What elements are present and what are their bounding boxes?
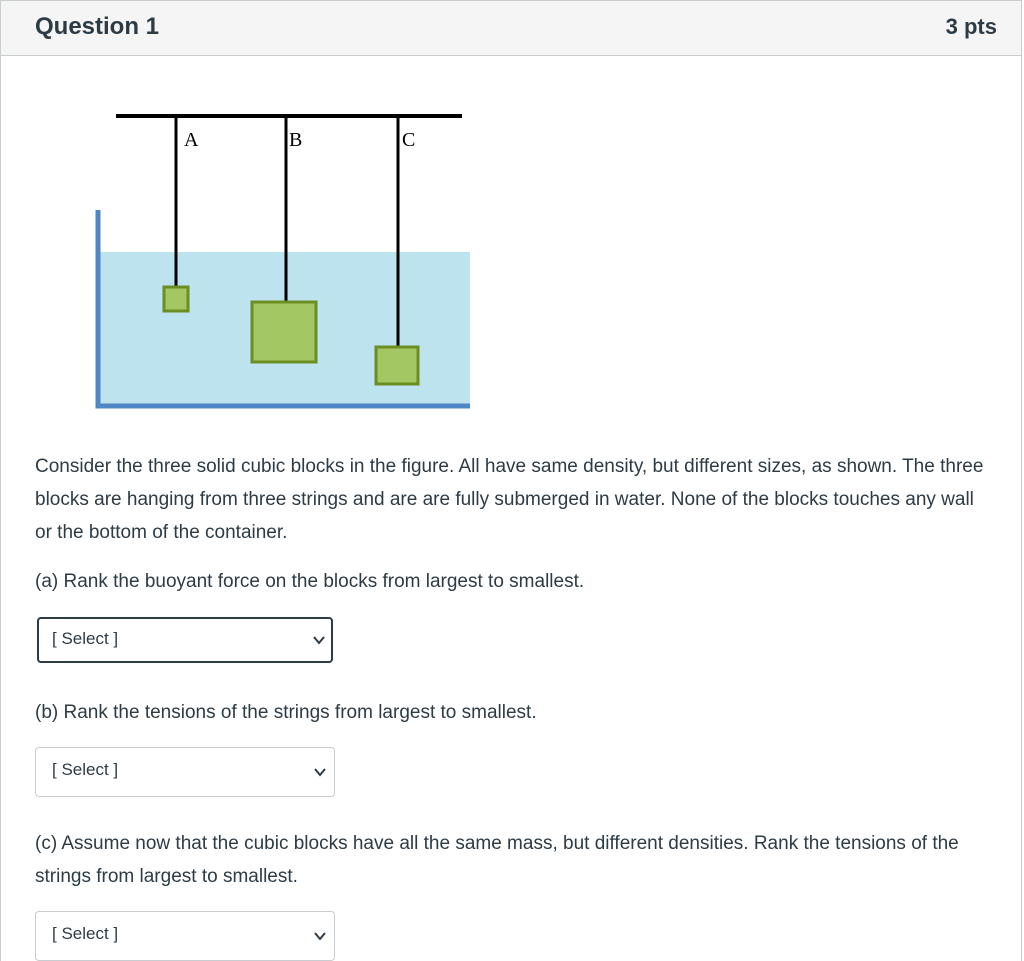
question-title: Question 1 [35, 13, 160, 40]
part-a-select-value: [ Select ] [52, 629, 119, 648]
chevron-down-icon [313, 634, 325, 646]
part-c-prompt: (c) Assume now that the cubic blocks have all the same mass, but different densities. Rank the tensions of the strings from largest to smallest. [35, 833, 959, 887]
label-b: B [289, 129, 303, 151]
part-b-select[interactable] [35, 747, 335, 797]
chevron-down-icon [314, 930, 326, 942]
label-c: C [402, 129, 416, 151]
part-a-select[interactable] [37, 617, 333, 663]
part-b-prompt: (b) Rank the tensions of the strings from largest to smallest. [35, 702, 537, 723]
part-c-select[interactable] [35, 911, 335, 961]
question-intro: Consider the three solid cubic blocks in the figure. All have same density, but different sizes, as shown. The three blocks are hanging from three strings and are are fully submerged in water. None of the blocks touches any wall or the bottom of the container. [35, 456, 984, 543]
part-a-prompt: (a) Rank the buoyant force on the blocks from largest to smallest. [35, 571, 585, 592]
block-b [252, 302, 316, 362]
buoyancy-figure [90, 106, 470, 418]
block-a [164, 287, 188, 311]
question-header [0, 0, 1022, 56]
chevron-down-icon [314, 766, 326, 778]
label-a: A [184, 129, 199, 151]
question-points: 3 pts [945, 14, 997, 39]
part-b-select-value: [ Select ] [52, 760, 119, 779]
part-c-select-value: [ Select ] [52, 924, 119, 943]
block-c [376, 347, 418, 384]
